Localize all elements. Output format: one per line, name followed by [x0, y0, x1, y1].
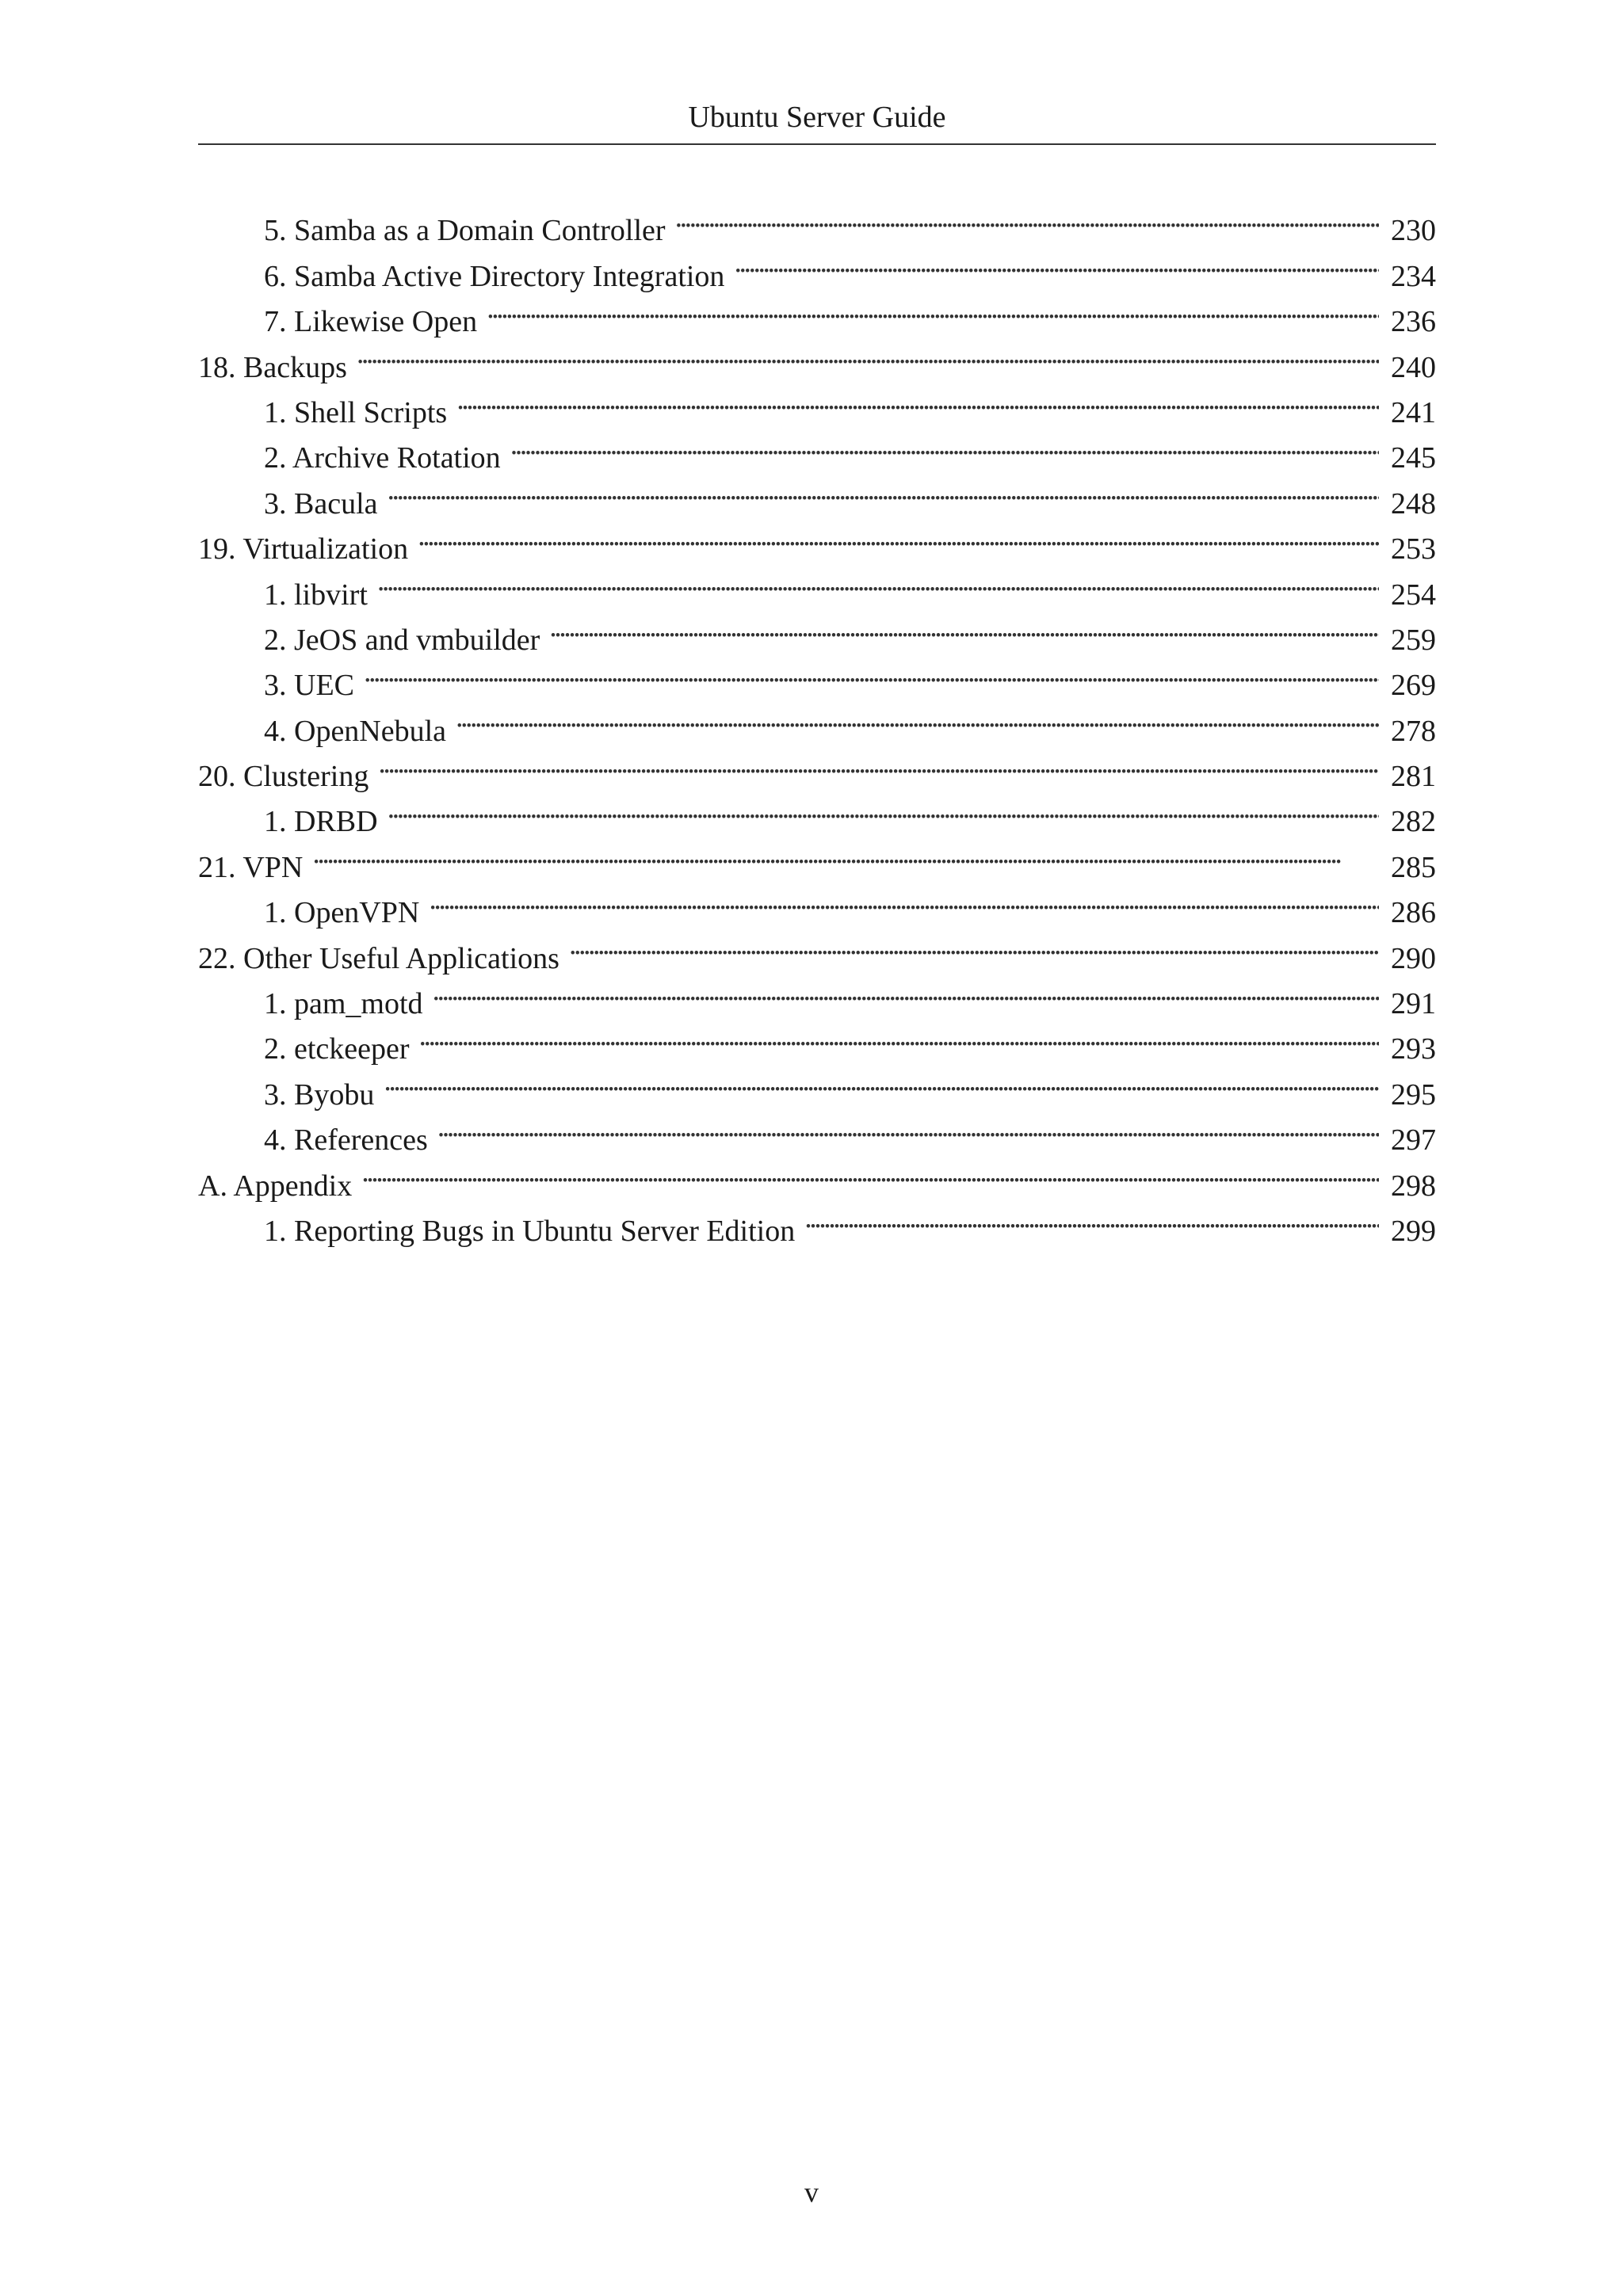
- toc-entry-label: 4. OpenNebula: [264, 714, 447, 748]
- toc-entry-page: 298: [1391, 1169, 1436, 1203]
- toc-entry-page: 248: [1391, 486, 1436, 521]
- toc-entry-page: 234: [1391, 259, 1436, 293]
- toc-entry-page: 282: [1391, 805, 1436, 839]
- toc-entry[interactable]: [198, 377, 1436, 429]
- toc-chapter[interactable]: [198, 331, 1436, 384]
- running-header: Ubuntu Server Guide: [688, 101, 946, 134]
- toc-entry-label: 20. Clustering: [198, 760, 369, 794]
- table-of-contents: [198, 195, 1436, 1248]
- toc-entry-label: 1. pam_motd: [264, 987, 423, 1021]
- dot-leader: [734, 240, 1379, 285]
- toc-entry-label: 2. Archive Rotation: [264, 441, 501, 475]
- toc-entry-page: 299: [1391, 1214, 1436, 1248]
- toc-entry-page: 286: [1391, 896, 1436, 930]
- toc-entry-label: 2. etckeeper: [264, 1032, 410, 1066]
- toc-entry-page: 281: [1391, 760, 1436, 794]
- dot-leader: [429, 877, 1379, 922]
- toc-entry-page: 278: [1391, 714, 1436, 748]
- dot-leader: [487, 286, 1379, 331]
- dot-leader: [361, 1150, 1379, 1195]
- toc-entry-label: 3. Byobu: [264, 1077, 375, 1112]
- header-rule: [198, 143, 1436, 145]
- toc-entry[interactable]: [198, 650, 1436, 703]
- dot-leader: [456, 695, 1379, 740]
- toc-entry-label: 5. Samba as a Domain Controller: [264, 214, 666, 248]
- dot-leader: [384, 1058, 1379, 1104]
- toc-entry-page: 254: [1391, 578, 1436, 612]
- toc-entry[interactable]: [198, 559, 1436, 612]
- page-number: v: [804, 2176, 819, 2208]
- dot-leader: [675, 195, 1379, 240]
- toc-entry-label: 18. Backups: [198, 350, 347, 384]
- toc-entry-label: 4. References: [264, 1123, 428, 1158]
- toc-entry-page: 230: [1391, 214, 1436, 248]
- toc-entry-label: 19. Virtualization: [198, 532, 409, 566]
- toc-entry-page: 241: [1391, 395, 1436, 429]
- toc-entry-label: 1. Shell Scripts: [264, 395, 448, 429]
- dot-leader: [418, 513, 1379, 559]
- toc-chapter[interactable]: [198, 741, 1436, 794]
- dot-leader: [378, 741, 1379, 786]
- toc-chapter[interactable]: [198, 831, 1436, 884]
- dot-leader: [804, 1196, 1379, 1241]
- toc-chapter[interactable]: [198, 1150, 1436, 1203]
- toc-entry-label: 1. libvirt: [264, 578, 368, 612]
- toc-entry-label: 7. Likewise Open: [264, 305, 478, 339]
- toc-entry-page: 245: [1391, 441, 1436, 475]
- toc-entry-page: 297: [1391, 1123, 1436, 1158]
- toc-entry[interactable]: [198, 695, 1436, 748]
- toc-entry[interactable]: [198, 786, 1436, 839]
- dot-leader: [456, 377, 1379, 422]
- dot-leader: [388, 786, 1379, 831]
- toc-entry-page: 259: [1391, 623, 1436, 657]
- toc-entry-label: 2. JeOS and vmbuilder: [264, 623, 540, 657]
- toc-entry-page: 240: [1391, 350, 1436, 384]
- toc-entry-page: 291: [1391, 987, 1436, 1021]
- toc-entry-label: 1. OpenVPN: [264, 896, 420, 930]
- dot-leader: [312, 831, 1379, 876]
- toc-entry[interactable]: [198, 1196, 1436, 1248]
- toc-entry-label: 1. Reporting Bugs in Ubuntu Server Edition: [264, 1214, 796, 1248]
- toc-entry[interactable]: [198, 195, 1436, 248]
- toc-entry-label: 6. Samba Active Directory Integration: [264, 259, 725, 293]
- toc-entry-page: 269: [1391, 669, 1436, 703]
- dot-leader: [569, 922, 1379, 967]
- toc-entry-label: 22. Other Useful Applications: [198, 941, 559, 975]
- dot-leader: [437, 1104, 1379, 1150]
- toc-entry-label: 3. Bacula: [264, 486, 378, 521]
- toc-entry-page: 290: [1391, 941, 1436, 975]
- toc-entry-page: 295: [1391, 1077, 1436, 1112]
- dot-leader: [510, 422, 1379, 467]
- dot-leader: [364, 650, 1379, 695]
- dot-leader: [549, 605, 1379, 650]
- dot-leader: [377, 559, 1379, 604]
- dot-leader: [388, 467, 1379, 513]
- toc-entry-label: 1. DRBD: [264, 805, 378, 839]
- toc-entry-page: 253: [1391, 532, 1436, 566]
- toc-entry[interactable]: [198, 877, 1436, 930]
- toc-entry[interactable]: [198, 1058, 1436, 1112]
- dot-leader: [433, 968, 1379, 1013]
- toc-entry-label: A. Appendix: [198, 1169, 353, 1203]
- toc-entry-page: 236: [1391, 305, 1436, 339]
- toc-entry-page: 293: [1391, 1032, 1436, 1066]
- toc-entry-page: 285: [1391, 850, 1436, 884]
- dot-leader: [357, 331, 1379, 376]
- toc-entry[interactable]: [198, 605, 1436, 657]
- toc-entry-label: 21. VPN: [198, 850, 304, 884]
- toc-entry-label: 3. UEC: [264, 669, 354, 703]
- dot-leader: [419, 1013, 1379, 1058]
